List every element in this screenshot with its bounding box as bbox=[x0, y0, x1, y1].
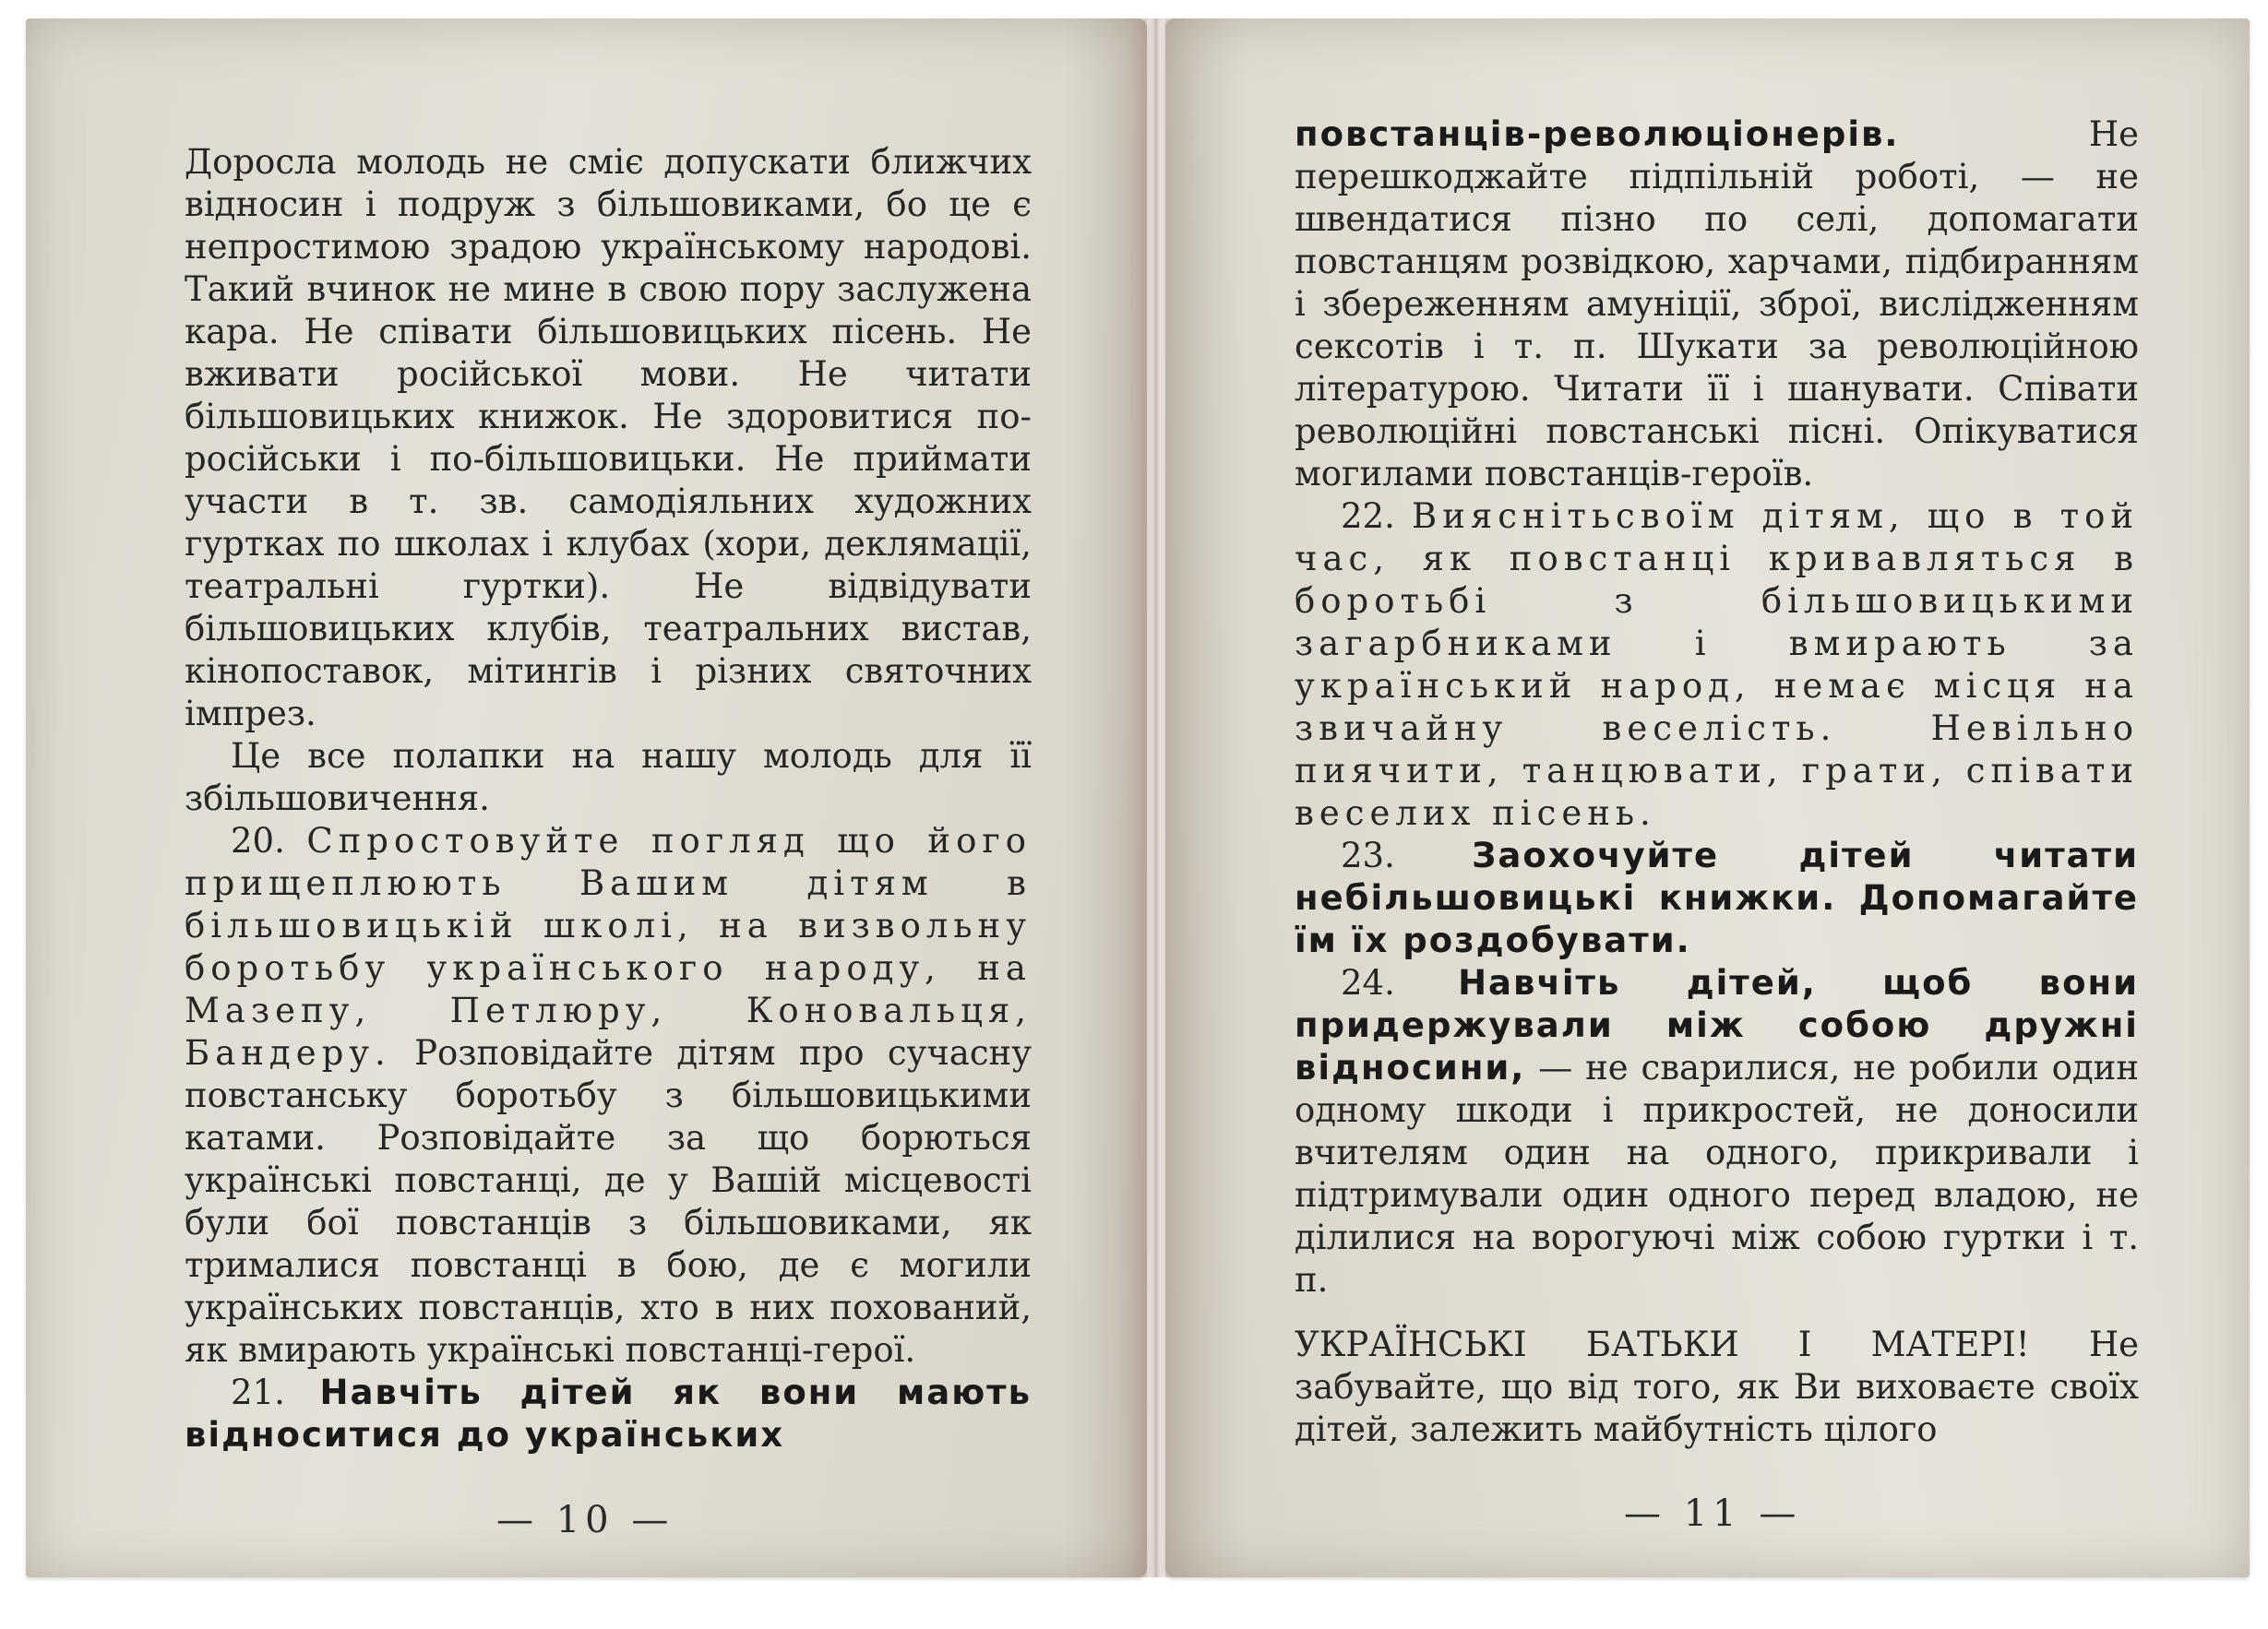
paragraph: Доросла молодь не сміє допускати ближчих відносин і подруж з більшовиками, бо це є непростимою зрадою українському народові. Такий вчинок не мине в свою пору заслужена кара. Не співати більшовицьких пісень. Не вживати російської мови. Не читати більшовицьких книжок. Не здоровитися по-російськи і по-більшовицьки. Не приймати участи в т. зв. самодіяльних художних гуртках по школах і клубах (хори, деклямації, театральні гуртки). Не відвідувати більшовицьких клубів, театральних вистав, кінопоставок, мітингів і різних святочних імпрез. bbox=[185, 142, 1032, 733]
item-text: Спростовуйте погляд що його прищеплюють Вашим дітям в більшовицькій школі, на визвольну боротьбу українського народу, на Мазепу, Петлюру, Коновальця, Бандеру. bbox=[185, 821, 1033, 1073]
closing-paragraph bbox=[1295, 1324, 2139, 1451]
item-number: 23. bbox=[1341, 836, 1395, 875]
fold-shadow bbox=[1165, 18, 1248, 1577]
closing-text: Не забувайте, що від того, як Ви виховаєте своїх дітей, залежить майбутність цілого bbox=[1295, 1325, 2139, 1449]
item-text: Розповідайте дітям про сучасну повстанську боротьбу з більшовицькими катами. Розповідайте за що борються українські повстанці, де у Вашій місцевості були бої повстанців з більшовиками, як трималися повстанці в бою, де є могили українських повстанців, хто в них похований, як вмирають українські повстанці-герої. bbox=[185, 1033, 1032, 1370]
left-page bbox=[26, 18, 1147, 1577]
left-page-text bbox=[185, 141, 1032, 1457]
item-text: — не сварилися, не робили один одному шкоди і прикростей, не доносили вчителям один на одного, прикривали і підтримували один одного перед владою, не ділилися на ворогуючі між собою гуртки і т. п. bbox=[1295, 1048, 2139, 1300]
booklet-spread bbox=[26, 18, 2250, 1587]
item-emphasis: Заохочуйте дітей читати небільшовицькі книжки. Допомагайте їм їх роздобувати. bbox=[1295, 836, 2139, 960]
right-page-text bbox=[1295, 113, 2139, 1451]
item-number: 22. bbox=[1341, 496, 1395, 536]
list-item-21 bbox=[185, 1372, 1032, 1457]
item-text: Не перешкоджайте підпільній роботі, — не швендатися пізно по селі, допомагати повстанцям розвідкою, харчами, підбиранням і збереженням амуніції, зброї, вислідженням сексотів і т. п. Шукати за революційною літературою. Читати її і шанувати. Співати революційні повстанські пісні. Опікуватися могилами повстанців-героїв. bbox=[1295, 114, 2139, 493]
item-number: 20. bbox=[231, 821, 285, 861]
list-item-21-continued bbox=[1295, 113, 2139, 495]
paragraph: Це все полапки на нашу молодь для її збільшовичення. bbox=[185, 736, 1032, 818]
item-emphasis: Навчіть дітей, щоб вони придержували між собою дружні відносини, bbox=[1295, 963, 2140, 1088]
list-item-23 bbox=[1295, 835, 2139, 962]
item-number: 24. bbox=[1341, 963, 1395, 1003]
list-item-22 bbox=[1295, 495, 2139, 835]
item-number: 21. bbox=[231, 1373, 285, 1412]
item-emphasis: повстанців-революціонерів. bbox=[1295, 114, 1900, 154]
list-item-24 bbox=[1295, 962, 2139, 1302]
page-number: — 10 — bbox=[496, 1499, 674, 1541]
list-item-20 bbox=[185, 820, 1032, 1372]
page-number: — 11 — bbox=[1624, 1492, 1802, 1535]
right-page bbox=[1165, 18, 2250, 1577]
closing-heading: УКРАЇНСЬКІ БАТЬКИ І МАТЕРІ! bbox=[1295, 1325, 2030, 1364]
item-emphasis: Навчіть дітей як вони мають відноситися до українських bbox=[185, 1373, 1033, 1455]
item-text: Вияснітьсвоїм дітям, що в той час, як повстанці кривавляться в боротьбі з більшовицькими загарбниками і вмирають за український народ, немає місця на звичайну веселість. Невільно пиячити, танцювати, грати, співати веселих пісень. bbox=[1295, 496, 2140, 833]
